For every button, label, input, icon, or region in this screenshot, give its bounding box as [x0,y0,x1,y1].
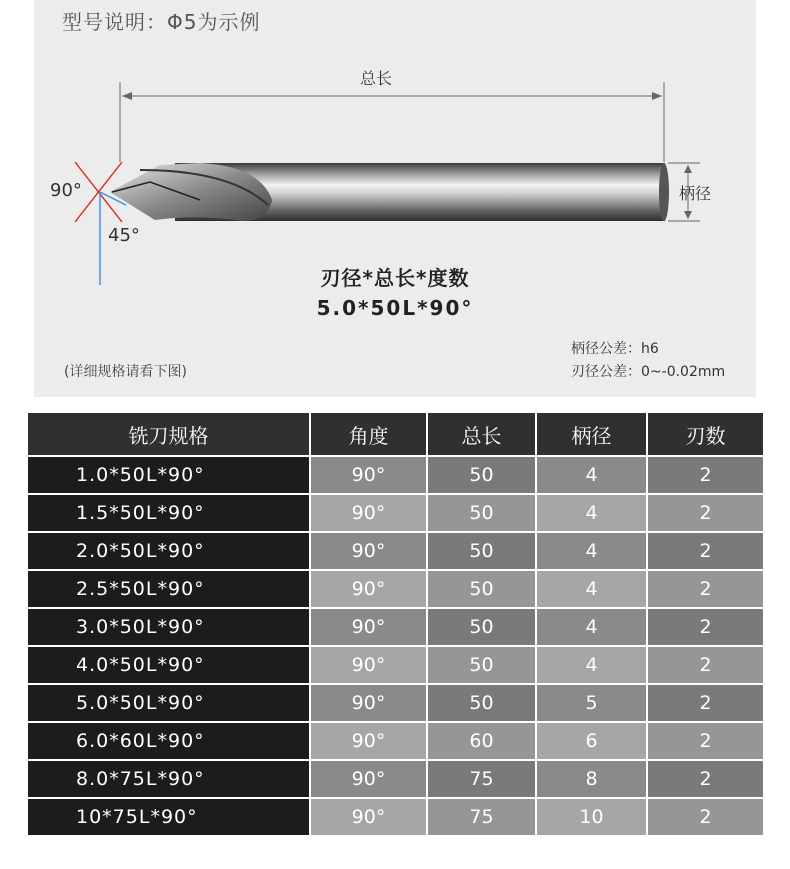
shank-end [659,163,669,221]
table-row [28,495,763,531]
header-total-length: 总长 [428,413,535,455]
header-shank-diameter: 柄径 [537,413,646,455]
total-length-label: 总长 [360,69,393,88]
angle-cell: 90° [311,723,426,759]
table-row [28,799,763,835]
spec-cell: 1.0*50L*90° [28,457,309,493]
angle-cell: 90° [311,457,426,493]
header-spec: 铣刀规格 [28,413,309,455]
shank-cell: 4 [537,495,646,531]
shank-cell: 10 [537,799,646,835]
blade-tolerance-note: 刃径公差：0~-0.02mm [571,364,726,380]
flutes-cell: 2 [648,571,763,607]
flutes-cell: 2 [648,647,763,683]
shank-cell: 4 [537,457,646,493]
table-row [28,761,763,797]
arrow-down-icon [684,211,692,219]
flutes-cell: 2 [648,685,763,721]
flutes-cell: 2 [648,761,763,797]
table-row [28,533,763,569]
flutes-cell: 2 [648,723,763,759]
length-cell: 75 [428,799,535,835]
shank-cell: 8 [537,761,646,797]
angle-cell: 90° [311,495,426,531]
shank-cell: 4 [537,571,646,607]
spec-cell: 2.5*50L*90° [28,571,309,607]
shank-cell: 5 [537,685,646,721]
flutes-cell: 2 [648,609,763,645]
side-angle-label: 45° [108,225,140,246]
flutes-cell: 2 [648,533,763,569]
header-flutes: 刃数 [648,413,763,455]
tip-angle-label: 90° [50,180,82,201]
angle-cell: 90° [311,533,426,569]
length-cell: 50 [428,609,535,645]
spec-cell: 10*75L*90° [28,799,309,835]
spec-cell: 2.0*50L*90° [28,533,309,569]
flutes-cell: 2 [648,495,763,531]
spec-table [26,411,765,837]
flutes-cell: 2 [648,799,763,835]
angle-cell: 90° [311,647,426,683]
spec-cell: 6.0*60L*90° [28,723,309,759]
length-cell: 50 [428,685,535,721]
length-cell: 60 [428,723,535,759]
spec-format-label: 刃径*总长*度数 [320,266,470,290]
angle-cell: 90° [311,799,426,835]
shank-diameter-label: 柄径 [679,184,712,203]
shank-cell: 4 [537,609,646,645]
model-title: 型号说明：Φ5为示例 [62,10,261,34]
table-row [28,647,763,683]
table-row [28,609,763,645]
angle-cell: 90° [311,609,426,645]
length-cell: 50 [428,533,535,569]
arrow-up-icon [684,165,692,173]
spec-cell: 4.0*50L*90° [28,647,309,683]
tool-diagram [0,0,790,400]
shank-cell: 4 [537,533,646,569]
spec-cell: 3.0*50L*90° [28,609,309,645]
spec-cell: 1.5*50L*90° [28,495,309,531]
arrow-left-icon [122,92,132,100]
table-row [28,457,763,493]
see-below-note: (详细规格请看下图) [64,364,187,380]
header-angle: 角度 [311,413,426,455]
table-row [28,723,763,759]
flutes-cell: 2 [648,457,763,493]
shank-tolerance-note: 柄径公差：h6 [571,341,659,357]
length-cell: 50 [428,457,535,493]
shank-cell: 4 [537,647,646,683]
spec-cell: 5.0*50L*90° [28,685,309,721]
table-row [28,685,763,721]
spec-example: 5.0*50L*90° [316,296,474,320]
spec-cell: 8.0*75L*90° [28,761,309,797]
length-cell: 75 [428,761,535,797]
table-header-row [28,413,763,455]
angle-cell: 90° [311,571,426,607]
length-cell: 50 [428,571,535,607]
length-cell: 50 [428,495,535,531]
angle-cell: 90° [311,685,426,721]
length-cell: 50 [428,647,535,683]
arrow-right-icon [652,92,662,100]
shank-cell: 6 [537,723,646,759]
table-row [28,571,763,607]
angle-cell: 90° [311,761,426,797]
